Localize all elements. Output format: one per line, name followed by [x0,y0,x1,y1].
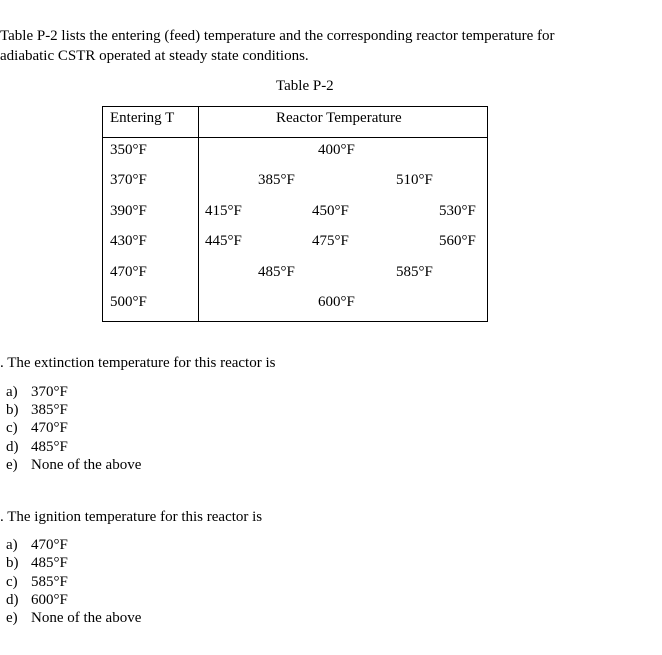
entering-temp-cell: 430°F [110,233,147,249]
option-letter: b) [6,555,19,571]
reactor-temp-cell: 585°F [396,264,433,280]
reactor-temp-cell: 385°F [258,172,295,188]
reactor-temp-cell: 530°F [439,203,476,219]
entering-temp-cell: 350°F [110,142,147,158]
option-text: None of the above [31,610,142,626]
question-1-option-d [6,438,68,456]
option-letter: a) [6,384,18,400]
entering-temp-cell: 370°F [110,172,147,188]
option-letter: c) [6,574,18,590]
temperature-table [102,106,488,322]
intro-text-line-1: Table P-2 lists the entering (feed) temperature and the corresponding reactor temperature for [0,28,555,44]
option-text: 600°F [31,592,68,608]
header-reactor-temperature: Reactor Temperature [276,110,402,126]
option-text: 470°F [31,537,68,553]
reactor-temp-cell: 510°F [396,172,433,188]
entering-temp-cell: 390°F [110,203,147,219]
option-letter: b) [6,402,19,418]
question-1-option-a [6,383,68,401]
question-1-prompt: . The extinction temperature for this reactor is [0,355,276,371]
question-2-option-b [6,554,68,572]
question-2-prompt: . The ignition temperature for this reactor is [0,509,263,525]
question-1-option-c [6,419,68,437]
option-text: 370°F [31,384,68,400]
option-text: 485°F [31,555,68,571]
option-letter: a) [6,537,18,553]
reactor-temp-cell: 400°F [318,142,355,158]
table-column-divider [198,107,199,321]
reactor-temp-cell: 475°F [312,233,349,249]
option-text: 485°F [31,439,68,455]
reactor-temp-cell: 485°F [258,264,295,280]
header-entering-t: Entering T [110,110,175,126]
question-2-option-e [6,609,141,627]
question-2-option-d [6,591,68,609]
entering-temp-cell: 500°F [110,294,147,310]
question-1-option-e [6,456,141,474]
entering-temp-cell: 470°F [110,264,147,280]
reactor-temp-cell: 600°F [318,294,355,310]
option-text: 585°F [31,574,68,590]
option-text: None of the above [31,457,142,473]
question-2-option-c [6,573,68,591]
intro-text-line-2: adiabatic CSTR operated at steady state conditions. [0,48,309,64]
table-header-divider [103,137,487,138]
question-2-option-a [6,536,68,554]
reactor-temp-cell: 560°F [439,233,476,249]
reactor-temp-cell: 445°F [205,233,242,249]
option-letter: d) [6,592,19,608]
reactor-temp-cell: 450°F [312,203,349,219]
option-letter: e) [6,457,18,473]
option-text: 385°F [31,402,68,418]
option-letter: d) [6,439,19,455]
option-text: 470°F [31,420,68,436]
table-caption: Table P-2 [276,78,334,94]
option-letter: e) [6,610,18,626]
reactor-temp-cell: 415°F [205,203,242,219]
option-letter: c) [6,420,18,436]
question-1-option-b [6,401,68,419]
